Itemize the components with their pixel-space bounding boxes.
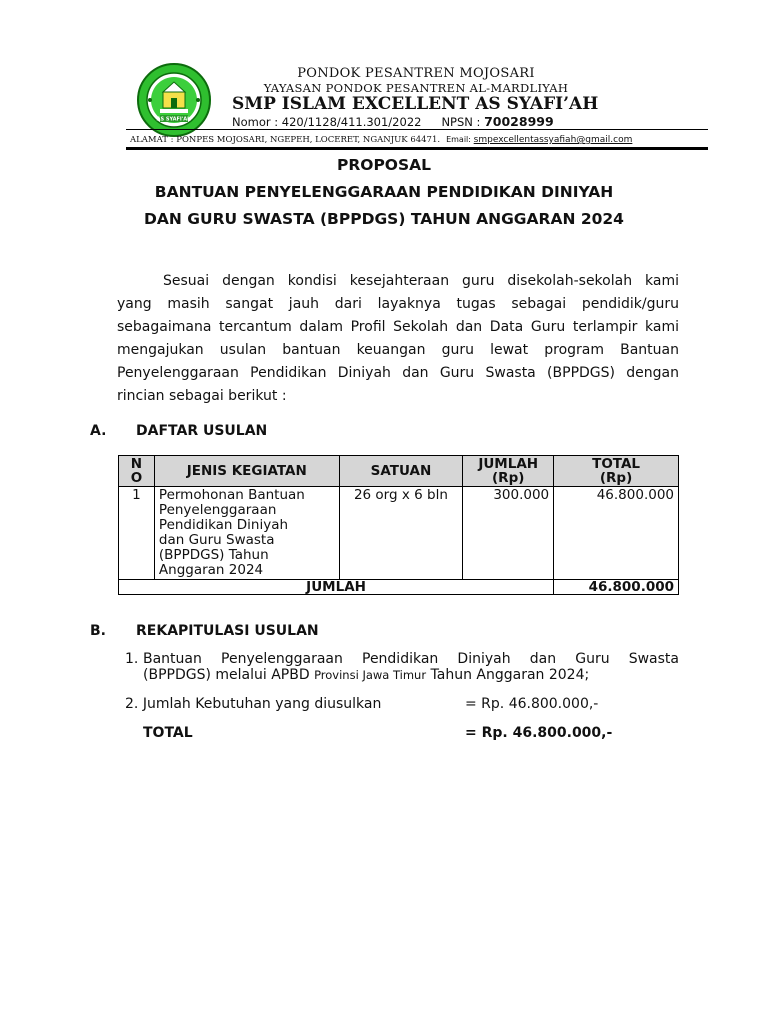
header-jumlah bbox=[463, 456, 554, 487]
cell-no: 1 bbox=[119, 487, 155, 580]
document-subtitle-line2: DAN GURU SWASTA (BPPDGS) TAHUN ANGGARAN 2024 bbox=[144, 210, 624, 228]
section-b-title: REKAPITULASI USULAN bbox=[136, 623, 319, 639]
rekap-item-2-number: 2. bbox=[125, 696, 139, 712]
header-total bbox=[554, 456, 679, 487]
jenis-line: Anggaran 2024 bbox=[158, 562, 264, 578]
section-a-number: A. bbox=[90, 423, 107, 439]
header-total-line2: (Rp) bbox=[599, 470, 633, 486]
jenis-line: (BPPDGS) Tahun bbox=[158, 547, 269, 563]
rekap-item-1-province: Provinsi Jawa Timur bbox=[314, 668, 427, 682]
intro-paragraph bbox=[117, 270, 679, 408]
letterhead-institution: PONDOK PESANTREN MOJOSARI bbox=[297, 66, 535, 81]
letterhead-rule-thick bbox=[126, 147, 708, 150]
paragraph-line: mengajukan usulan bantuan keuangan guru lewat program Bantuan bbox=[117, 342, 679, 358]
school-crest-icon bbox=[136, 62, 212, 138]
npsn-label: NPSN : bbox=[441, 115, 481, 129]
rekap-item-1-line2 bbox=[143, 667, 589, 683]
paragraph-line: Sesuai dengan kondisi kesejahteraan guru disekolah-sekolah kami bbox=[163, 273, 679, 289]
letterhead-rule-thin bbox=[126, 129, 708, 130]
header-jenis: JENIS KEGIATAN bbox=[154, 456, 339, 487]
header-total-line1: TOTAL bbox=[592, 456, 641, 472]
rekap-total-label: TOTAL bbox=[143, 725, 193, 741]
header-no-line1: N bbox=[130, 456, 143, 472]
rekap-item-1-line1: Bantuan Penyelenggaraan Pendidikan Diniyah dan Guru Swasta bbox=[143, 651, 679, 667]
cell-jenis bbox=[154, 487, 339, 580]
paragraph-line: Penyelenggaraan Pendidikan Diniyah dan Guru Swasta (BPPDGS) dengan bbox=[117, 365, 679, 381]
rekap-item-2 bbox=[125, 696, 381, 712]
logo-text: AS SYAFI'AH bbox=[156, 116, 192, 123]
section-b-number: B. bbox=[90, 623, 106, 639]
cell-jumlah: 300.000 bbox=[463, 487, 554, 580]
table-total-label: JUMLAH bbox=[119, 580, 554, 595]
jenis-line: Penyelenggaraan bbox=[158, 502, 277, 518]
header-satuan: SATUAN bbox=[339, 456, 463, 487]
letterhead-school-name: SMP ISLAM EXCELLENT AS SYAFI’AH bbox=[232, 94, 599, 114]
header-no-line2: O bbox=[130, 470, 143, 486]
address-text: ALAMAT : PONPES MOJOSARI, NGEPEH, LOCERET, NGANJUK 64471. bbox=[130, 135, 441, 145]
rekap-item-2-value: = Rp. 46.800.000,- bbox=[465, 696, 599, 712]
email-link[interactable]: smpexcellentassyafiah@gmail.com bbox=[473, 135, 633, 145]
table-row bbox=[119, 487, 679, 580]
rekap-item-2-label: Jumlah Kebutuhan yang diusulkan bbox=[142, 696, 382, 712]
paragraph-line: yang masih sangat jauh dari layaknya tugas sebagai pendidik/guru bbox=[117, 296, 679, 312]
rekap-item-1-text-b: Tahun Anggaran 2024; bbox=[426, 667, 590, 683]
section-a-heading bbox=[90, 423, 267, 439]
npsn-value: 70028999 bbox=[484, 114, 554, 129]
jenis-line: Pendidikan Diniyah bbox=[158, 517, 289, 533]
letterhead-address bbox=[130, 135, 632, 145]
email-label: Email: bbox=[446, 135, 471, 144]
header-no bbox=[119, 456, 155, 487]
paragraph-line: sebagaimana tercantum dalam Profil Sekolah dan Data Guru terlampir kami bbox=[117, 319, 679, 335]
table-header-row bbox=[119, 456, 679, 487]
header-jumlah-line1: JUMLAH bbox=[478, 456, 539, 472]
document-subtitle-line1: BANTUAN PENYELENGGARAAN PENDIDIKAN DINIYAH bbox=[154, 183, 614, 201]
letterhead-registration bbox=[232, 114, 554, 129]
letterhead-nomor: Nomor : 420/1128/411.301/2022 bbox=[232, 115, 422, 129]
rekap-item-1-number: 1. bbox=[125, 651, 139, 667]
rekap-item-1-text-a: (BPPDGS) melalui APBD bbox=[143, 667, 315, 683]
jenis-line: dan Guru Swasta bbox=[158, 532, 275, 548]
jenis-line: Permohonan Bantuan bbox=[158, 487, 305, 503]
rekap-total-value: = Rp. 46.800.000,- bbox=[465, 725, 613, 741]
letterhead-foundation: YAYASAN PONDOK PESANTREN AL-MARDLIYAH bbox=[263, 81, 569, 95]
table-total-row bbox=[119, 580, 679, 595]
cell-satuan: 26 org x 6 bln bbox=[339, 487, 463, 580]
cell-total: 46.800.000 bbox=[554, 487, 679, 580]
paragraph-line: rincian sebagai berikut : bbox=[117, 388, 287, 404]
document-title: PROPOSAL bbox=[336, 156, 432, 174]
section-b-heading bbox=[90, 623, 319, 639]
section-a-title: DAFTAR USULAN bbox=[136, 423, 268, 439]
table-total-value: 46.800.000 bbox=[554, 580, 679, 595]
header-jumlah-line2: (Rp) bbox=[492, 470, 525, 486]
proposal-table bbox=[118, 455, 679, 595]
